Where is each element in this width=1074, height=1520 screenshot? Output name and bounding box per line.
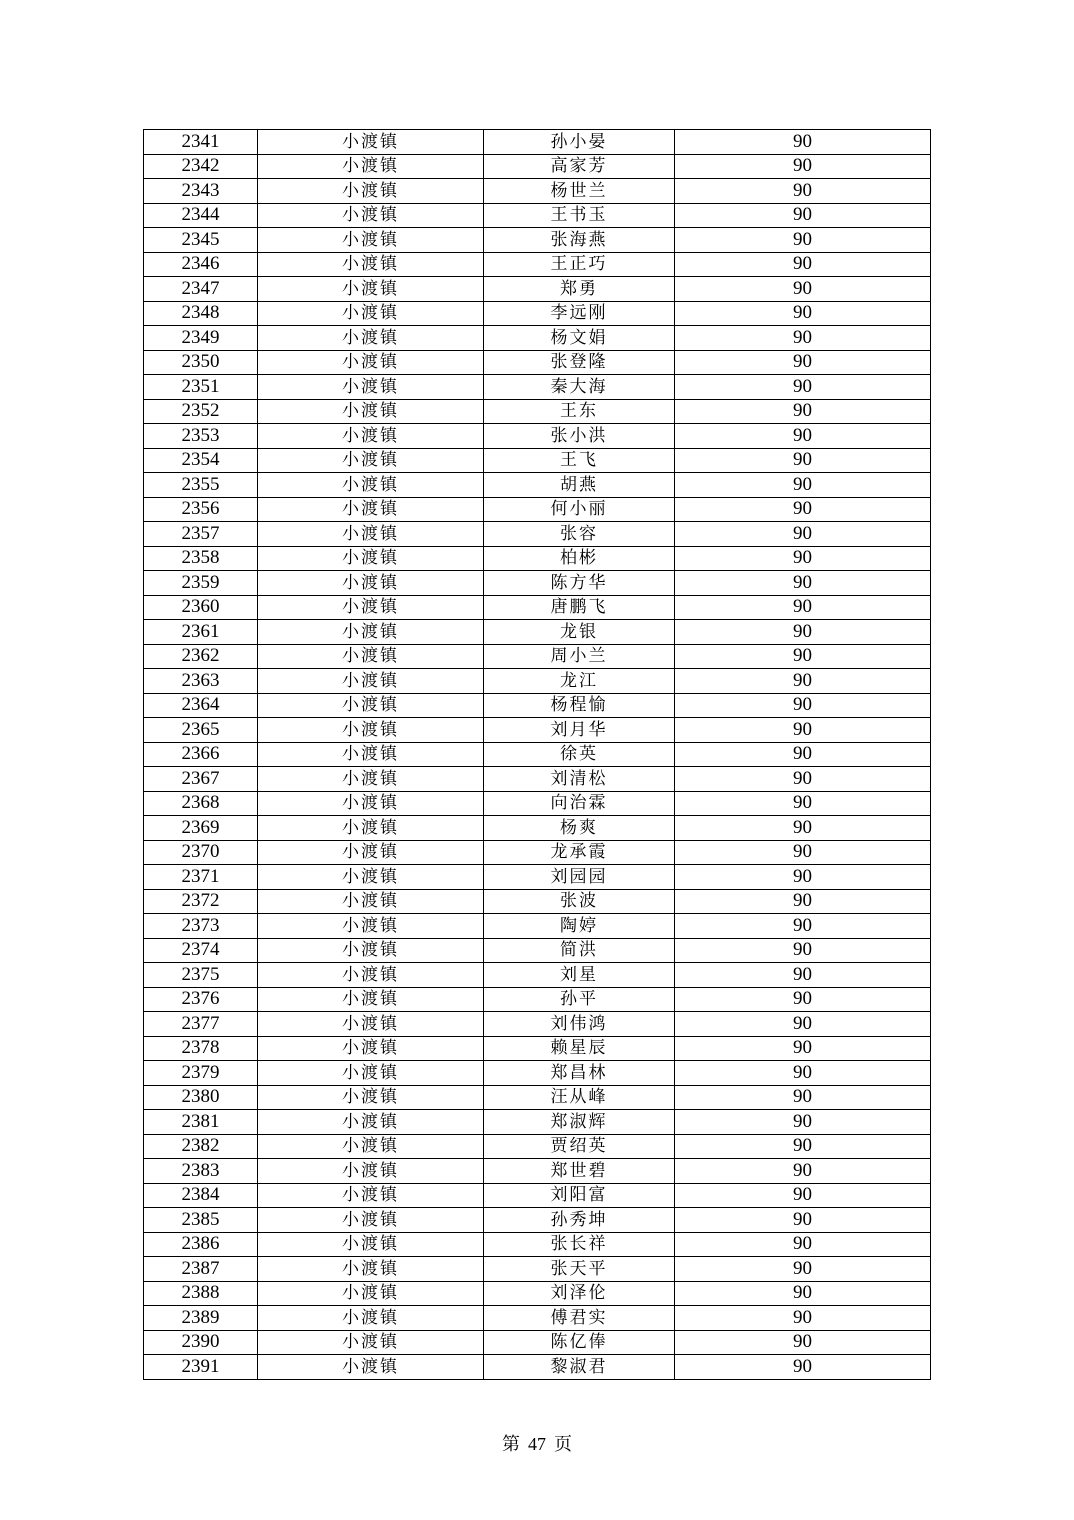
score-cell: 90	[675, 987, 931, 1012]
person-name-cell: 龙银	[484, 620, 675, 645]
row-number-cell: 2346	[144, 252, 258, 277]
person-name-cell: 孙小晏	[484, 130, 675, 155]
row-number-cell: 2347	[144, 277, 258, 302]
score-cell: 90	[675, 1257, 931, 1282]
town-cell: 小渡镇	[258, 693, 484, 718]
person-name-cell: 徐英	[484, 742, 675, 767]
town-cell: 小渡镇	[258, 620, 484, 645]
table-row	[144, 1012, 931, 1037]
row-number-cell: 2371	[144, 865, 258, 890]
roster-table	[143, 129, 931, 1380]
town-cell: 小渡镇	[258, 742, 484, 767]
row-number-cell: 2391	[144, 1355, 258, 1380]
table-row	[144, 473, 931, 498]
table-row	[144, 326, 931, 351]
table-row	[144, 938, 931, 963]
town-cell: 小渡镇	[258, 816, 484, 841]
score-cell: 90	[675, 497, 931, 522]
row-number-cell: 2367	[144, 767, 258, 792]
table-row	[144, 1159, 931, 1184]
person-name-cell: 郑勇	[484, 277, 675, 302]
row-number-cell: 2363	[144, 669, 258, 694]
row-number-cell: 2378	[144, 1036, 258, 1061]
table-row	[144, 350, 931, 375]
town-cell: 小渡镇	[258, 1110, 484, 1135]
row-number-cell: 2351	[144, 375, 258, 400]
table-row	[144, 1281, 931, 1306]
table-row	[144, 1208, 931, 1233]
row-number-cell: 2364	[144, 693, 258, 718]
person-name-cell: 何小丽	[484, 497, 675, 522]
person-name-cell: 杨程愉	[484, 693, 675, 718]
person-name-cell: 张登隆	[484, 350, 675, 375]
table-row	[144, 865, 931, 890]
score-cell: 90	[675, 473, 931, 498]
town-cell: 小渡镇	[258, 252, 484, 277]
score-cell: 90	[675, 1159, 931, 1184]
row-number-cell: 2349	[144, 326, 258, 351]
person-name-cell: 郑淑辉	[484, 1110, 675, 1135]
score-cell: 90	[675, 522, 931, 547]
table-row	[144, 1306, 931, 1331]
table-row	[144, 424, 931, 449]
score-cell: 90	[675, 914, 931, 939]
row-number-cell: 2355	[144, 473, 258, 498]
town-cell: 小渡镇	[258, 1036, 484, 1061]
town-cell: 小渡镇	[258, 1257, 484, 1282]
row-number-cell: 2342	[144, 154, 258, 179]
score-cell: 90	[675, 1306, 931, 1331]
town-cell: 小渡镇	[258, 1281, 484, 1306]
person-name-cell: 杨爽	[484, 816, 675, 841]
person-name-cell: 贾绍英	[484, 1134, 675, 1159]
person-name-cell: 唐鹏飞	[484, 595, 675, 620]
row-number-cell: 2388	[144, 1281, 258, 1306]
person-name-cell: 孙秀坤	[484, 1208, 675, 1233]
town-cell: 小渡镇	[258, 473, 484, 498]
score-cell: 90	[675, 571, 931, 596]
footer-prefix: 第	[502, 1434, 520, 1454]
person-name-cell: 陈方华	[484, 571, 675, 596]
score-cell: 90	[675, 1232, 931, 1257]
town-cell: 小渡镇	[258, 130, 484, 155]
score-cell: 90	[675, 326, 931, 351]
table-row	[144, 1355, 931, 1380]
town-cell: 小渡镇	[258, 889, 484, 914]
town-cell: 小渡镇	[258, 963, 484, 988]
table-row	[144, 1061, 931, 1086]
row-number-cell: 2379	[144, 1061, 258, 1086]
town-cell: 小渡镇	[258, 1159, 484, 1184]
row-number-cell: 2359	[144, 571, 258, 596]
score-cell: 90	[675, 767, 931, 792]
row-number-cell: 2362	[144, 644, 258, 669]
row-number-cell: 2380	[144, 1085, 258, 1110]
score-cell: 90	[675, 595, 931, 620]
table-row	[144, 1330, 931, 1355]
town-cell: 小渡镇	[258, 522, 484, 547]
row-number-cell: 2345	[144, 228, 258, 253]
row-number-cell: 2348	[144, 301, 258, 326]
town-cell: 小渡镇	[258, 669, 484, 694]
row-number-cell: 2376	[144, 987, 258, 1012]
town-cell: 小渡镇	[258, 767, 484, 792]
row-number-cell: 2353	[144, 424, 258, 449]
score-cell: 90	[675, 693, 931, 718]
score-cell: 90	[675, 1208, 931, 1233]
table-row	[144, 546, 931, 571]
score-cell: 90	[675, 865, 931, 890]
table-row	[144, 130, 931, 155]
score-cell: 90	[675, 448, 931, 473]
table-row	[144, 767, 931, 792]
score-cell: 90	[675, 718, 931, 743]
person-name-cell: 郑世碧	[484, 1159, 675, 1184]
row-number-cell: 2377	[144, 1012, 258, 1037]
table-row	[144, 179, 931, 204]
town-cell: 小渡镇	[258, 1355, 484, 1380]
row-number-cell: 2382	[144, 1134, 258, 1159]
town-cell: 小渡镇	[258, 179, 484, 204]
score-cell: 90	[675, 1085, 931, 1110]
person-name-cell: 刘园园	[484, 865, 675, 890]
score-cell: 90	[675, 130, 931, 155]
table-row	[144, 497, 931, 522]
town-cell: 小渡镇	[258, 350, 484, 375]
row-number-cell: 2374	[144, 938, 258, 963]
table-row	[144, 1134, 931, 1159]
town-cell: 小渡镇	[258, 399, 484, 424]
score-cell: 90	[675, 375, 931, 400]
row-number-cell: 2344	[144, 203, 258, 228]
town-cell: 小渡镇	[258, 228, 484, 253]
row-number-cell: 2352	[144, 399, 258, 424]
person-name-cell: 柏彬	[484, 546, 675, 571]
score-cell: 90	[675, 277, 931, 302]
person-name-cell: 杨世兰	[484, 179, 675, 204]
page-number: 47	[528, 1434, 546, 1454]
score-cell: 90	[675, 1012, 931, 1037]
person-name-cell: 陈亿俸	[484, 1330, 675, 1355]
person-name-cell: 黎淑君	[484, 1355, 675, 1380]
score-cell: 90	[675, 791, 931, 816]
person-name-cell: 张容	[484, 522, 675, 547]
score-cell: 90	[675, 1134, 931, 1159]
town-cell: 小渡镇	[258, 1134, 484, 1159]
town-cell: 小渡镇	[258, 1061, 484, 1086]
row-number-cell: 2361	[144, 620, 258, 645]
person-name-cell: 刘伟鸿	[484, 1012, 675, 1037]
table-row	[144, 718, 931, 743]
town-cell: 小渡镇	[258, 1085, 484, 1110]
score-cell: 90	[675, 840, 931, 865]
row-number-cell: 2390	[144, 1330, 258, 1355]
score-cell: 90	[675, 1036, 931, 1061]
row-number-cell: 2372	[144, 889, 258, 914]
score-cell: 90	[675, 228, 931, 253]
table-row	[144, 1232, 931, 1257]
table-row	[144, 1110, 931, 1135]
score-cell: 90	[675, 1061, 931, 1086]
row-number-cell: 2384	[144, 1183, 258, 1208]
person-name-cell: 张天平	[484, 1257, 675, 1282]
row-number-cell: 2370	[144, 840, 258, 865]
person-name-cell: 胡燕	[484, 473, 675, 498]
person-name-cell: 秦大海	[484, 375, 675, 400]
table-row	[144, 914, 931, 939]
town-cell: 小渡镇	[258, 644, 484, 669]
row-number-cell: 2358	[144, 546, 258, 571]
row-number-cell: 2383	[144, 1159, 258, 1184]
table-row	[144, 889, 931, 914]
person-name-cell: 刘泽伦	[484, 1281, 675, 1306]
row-number-cell: 2350	[144, 350, 258, 375]
row-number-cell: 2387	[144, 1257, 258, 1282]
score-cell: 90	[675, 620, 931, 645]
town-cell: 小渡镇	[258, 497, 484, 522]
town-cell: 小渡镇	[258, 424, 484, 449]
person-name-cell: 刘月华	[484, 718, 675, 743]
score-cell: 90	[675, 644, 931, 669]
page-footer	[0, 1430, 1074, 1456]
row-number-cell: 2360	[144, 595, 258, 620]
person-name-cell: 王正巧	[484, 252, 675, 277]
score-cell: 90	[675, 669, 931, 694]
table-row	[144, 693, 931, 718]
score-cell: 90	[675, 424, 931, 449]
row-number-cell: 2389	[144, 1306, 258, 1331]
table-row	[144, 277, 931, 302]
person-name-cell: 王书玉	[484, 203, 675, 228]
score-cell: 90	[675, 350, 931, 375]
person-name-cell: 龙江	[484, 669, 675, 694]
table-row	[144, 301, 931, 326]
town-cell: 小渡镇	[258, 1208, 484, 1233]
town-cell: 小渡镇	[258, 595, 484, 620]
score-cell: 90	[675, 963, 931, 988]
row-number-cell: 2381	[144, 1110, 258, 1135]
table-row	[144, 987, 931, 1012]
row-number-cell: 2357	[144, 522, 258, 547]
town-cell: 小渡镇	[258, 154, 484, 179]
table-row	[144, 840, 931, 865]
score-cell: 90	[675, 938, 931, 963]
table-row	[144, 620, 931, 645]
score-cell: 90	[675, 301, 931, 326]
person-name-cell: 汪从峰	[484, 1085, 675, 1110]
score-cell: 90	[675, 1110, 931, 1135]
table-row	[144, 448, 931, 473]
row-number-cell: 2373	[144, 914, 258, 939]
score-cell: 90	[675, 179, 931, 204]
table-row	[144, 669, 931, 694]
table-row	[144, 1257, 931, 1282]
roster-table-body	[144, 130, 931, 1380]
person-name-cell: 刘星	[484, 963, 675, 988]
table-row	[144, 399, 931, 424]
town-cell: 小渡镇	[258, 1306, 484, 1331]
table-row	[144, 522, 931, 547]
table-row	[144, 1036, 931, 1061]
town-cell: 小渡镇	[258, 914, 484, 939]
table-row	[144, 742, 931, 767]
town-cell: 小渡镇	[258, 791, 484, 816]
person-name-cell: 周小兰	[484, 644, 675, 669]
person-name-cell: 郑昌林	[484, 1061, 675, 1086]
person-name-cell: 刘清松	[484, 767, 675, 792]
person-name-cell: 高家芳	[484, 154, 675, 179]
row-number-cell: 2368	[144, 791, 258, 816]
town-cell: 小渡镇	[258, 987, 484, 1012]
town-cell: 小渡镇	[258, 1012, 484, 1037]
table-row	[144, 203, 931, 228]
town-cell: 小渡镇	[258, 277, 484, 302]
table-row	[144, 154, 931, 179]
person-name-cell: 李远刚	[484, 301, 675, 326]
person-name-cell: 赖星辰	[484, 1036, 675, 1061]
town-cell: 小渡镇	[258, 448, 484, 473]
person-name-cell: 杨文娟	[484, 326, 675, 351]
row-number-cell: 2354	[144, 448, 258, 473]
town-cell: 小渡镇	[258, 865, 484, 890]
person-name-cell: 张长祥	[484, 1232, 675, 1257]
table-row	[144, 252, 931, 277]
table-row	[144, 595, 931, 620]
town-cell: 小渡镇	[258, 326, 484, 351]
town-cell: 小渡镇	[258, 718, 484, 743]
person-name-cell: 向治霖	[484, 791, 675, 816]
table-row	[144, 816, 931, 841]
town-cell: 小渡镇	[258, 1183, 484, 1208]
table-row	[144, 644, 931, 669]
person-name-cell: 龙承霞	[484, 840, 675, 865]
score-cell: 90	[675, 1330, 931, 1355]
person-name-cell: 傅君实	[484, 1306, 675, 1331]
score-cell: 90	[675, 203, 931, 228]
row-number-cell: 2341	[144, 130, 258, 155]
row-number-cell: 2365	[144, 718, 258, 743]
score-cell: 90	[675, 154, 931, 179]
row-number-cell: 2343	[144, 179, 258, 204]
score-cell: 90	[675, 889, 931, 914]
person-name-cell: 陶婷	[484, 914, 675, 939]
town-cell: 小渡镇	[258, 938, 484, 963]
town-cell: 小渡镇	[258, 840, 484, 865]
table-row	[144, 228, 931, 253]
table-row	[144, 1183, 931, 1208]
row-number-cell: 2356	[144, 497, 258, 522]
row-number-cell: 2369	[144, 816, 258, 841]
person-name-cell: 王飞	[484, 448, 675, 473]
town-cell: 小渡镇	[258, 1330, 484, 1355]
row-number-cell: 2366	[144, 742, 258, 767]
person-name-cell: 王东	[484, 399, 675, 424]
person-name-cell: 张小洪	[484, 424, 675, 449]
score-cell: 90	[675, 1355, 931, 1380]
score-cell: 90	[675, 399, 931, 424]
score-cell: 90	[675, 546, 931, 571]
score-cell: 90	[675, 252, 931, 277]
table-row	[144, 1085, 931, 1110]
person-name-cell: 张海燕	[484, 228, 675, 253]
town-cell: 小渡镇	[258, 375, 484, 400]
score-cell: 90	[675, 816, 931, 841]
town-cell: 小渡镇	[258, 571, 484, 596]
table-row	[144, 375, 931, 400]
person-name-cell: 简洪	[484, 938, 675, 963]
score-cell: 90	[675, 1281, 931, 1306]
table-row	[144, 791, 931, 816]
score-cell: 90	[675, 742, 931, 767]
town-cell: 小渡镇	[258, 546, 484, 571]
town-cell: 小渡镇	[258, 203, 484, 228]
score-cell: 90	[675, 1183, 931, 1208]
town-cell: 小渡镇	[258, 1232, 484, 1257]
town-cell: 小渡镇	[258, 301, 484, 326]
person-name-cell: 张波	[484, 889, 675, 914]
row-number-cell: 2385	[144, 1208, 258, 1233]
table-row	[144, 571, 931, 596]
person-name-cell: 刘阳富	[484, 1183, 675, 1208]
row-number-cell: 2375	[144, 963, 258, 988]
row-number-cell: 2386	[144, 1232, 258, 1257]
table-row	[144, 963, 931, 988]
footer-suffix: 页	[554, 1434, 572, 1454]
person-name-cell: 孙平	[484, 987, 675, 1012]
